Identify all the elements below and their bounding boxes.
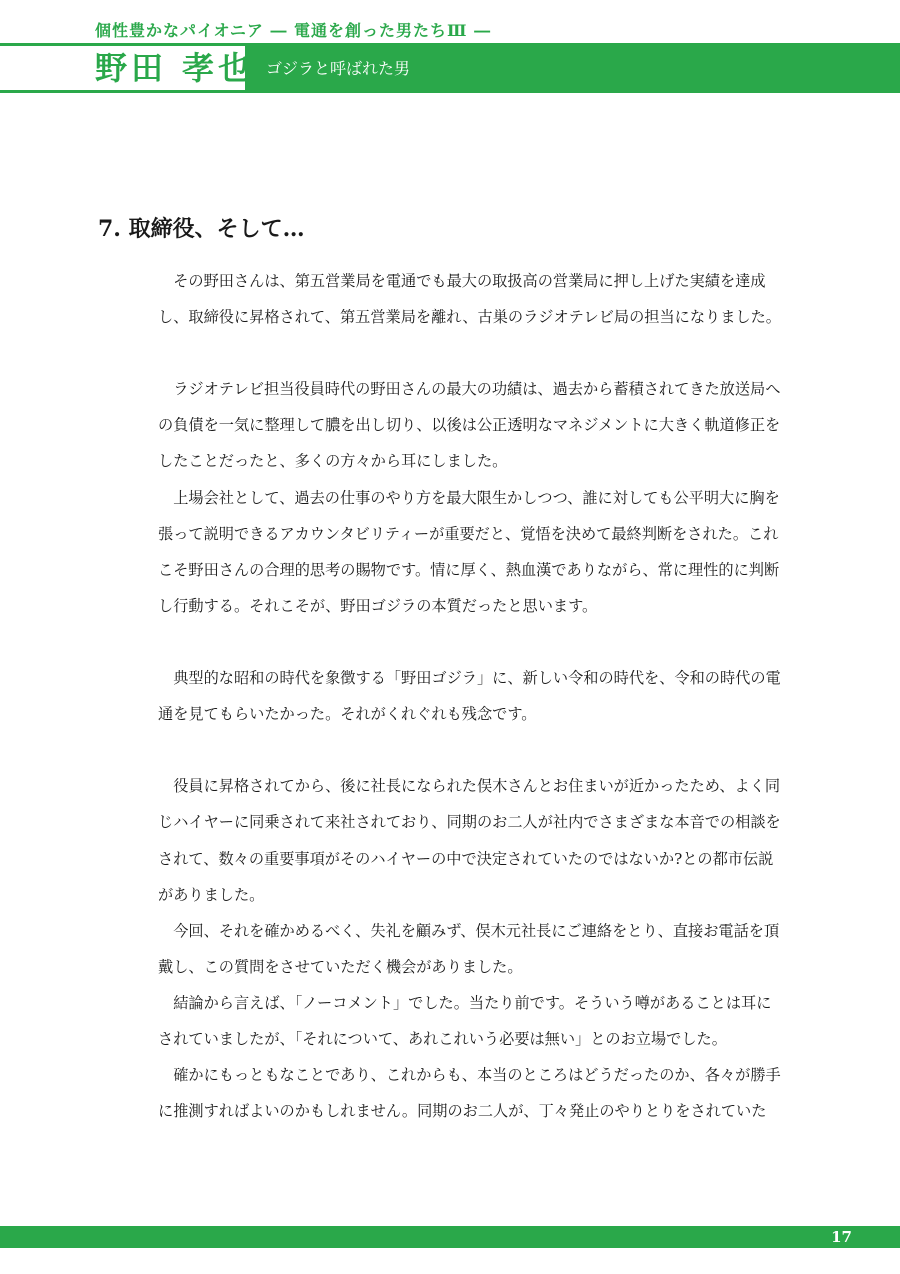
paragraph: 典型的な昭和の時代を象徴する「野田ゴジラ」に、新しい令和の時代を、令和の時代の電通を見てもらいたかった。それがくれぐれも残念です。 — [158, 669, 781, 724]
paragraph: 結論から言えば、「ノーコメント」でした。当たり前です。そういう噂があることは耳にされていましたが、「それについて、あれこれいう必要は無い」とのお立場でした。 — [158, 993, 772, 1048]
paragraph: その野田さんは、第五営業局を電通でも最大の取扱高の営業局に押し上げた実績を達成し、取締役に昇格されて、第五営業局を離れ、古巣のラジオテレビ局の担当になりました。 — [158, 272, 781, 327]
footer-band — [0, 1226, 900, 1248]
paragraph: 上場会社として、過去の仕事のやり方を最大限生かしつつ、誰に対しても公平明大に胸を張って説明できるアカウンタビリティーが重要だと、覚悟を決めて最終判断をされた。これこそ野田さんの合理的思考の賜物です。情に厚く、熱血漢でありながら、常に理性的に判断し行動する。それこそが、野田ゴジラの本質だったと思います。 — [158, 488, 780, 615]
paragraph: ラジオテレビ担当役員時代の野田さんの最大の功績は、過去から蓄積されてきた放送局への負債を一気に整理して膿を出し切り、以後は公正透明なマネジメントに大きく軌道修正をしたことだったと、多くの方々から耳にしました。 — [158, 380, 781, 471]
section-heading: 7. 取締役、そして… — [98, 216, 305, 242]
page-number: 17 — [831, 1228, 852, 1246]
paragraph: 役員に昇格されてから、後に社長になられた俣木さんとお住まいが近かったため、よく同じハイヤーに同乗されて来社されており、同期のお二人が社内でさまざまな本音での相談をされて、数々の重要事項がそのハイヤーの中で決定されていたのではないか?との都市伝説がありました。 — [158, 777, 781, 904]
paragraph: 今回、それを確かめるべく、失礼を顧みず、俣木元社長にご連絡をとり、直接お電話を頂戴し、この質問をさせていただく機会がありました。 — [158, 921, 780, 976]
paragraph: 確かにもっともなことであり、これからも、本当のところはどうだったのか、各々が勝手に推測すればよいのかもしれません。同期のお二人が、丁々発止のやりとりをされていた — [158, 1066, 781, 1121]
person-name: 野田 孝也 — [95, 49, 255, 87]
series-title: 個性豊かなパイオニア ― 電通を創った男たちⅢ ― — [95, 21, 492, 40]
chapter-subtitle: ゴジラと呼ばれた男 — [266, 59, 411, 78]
body-text — [158, 263, 786, 1129]
